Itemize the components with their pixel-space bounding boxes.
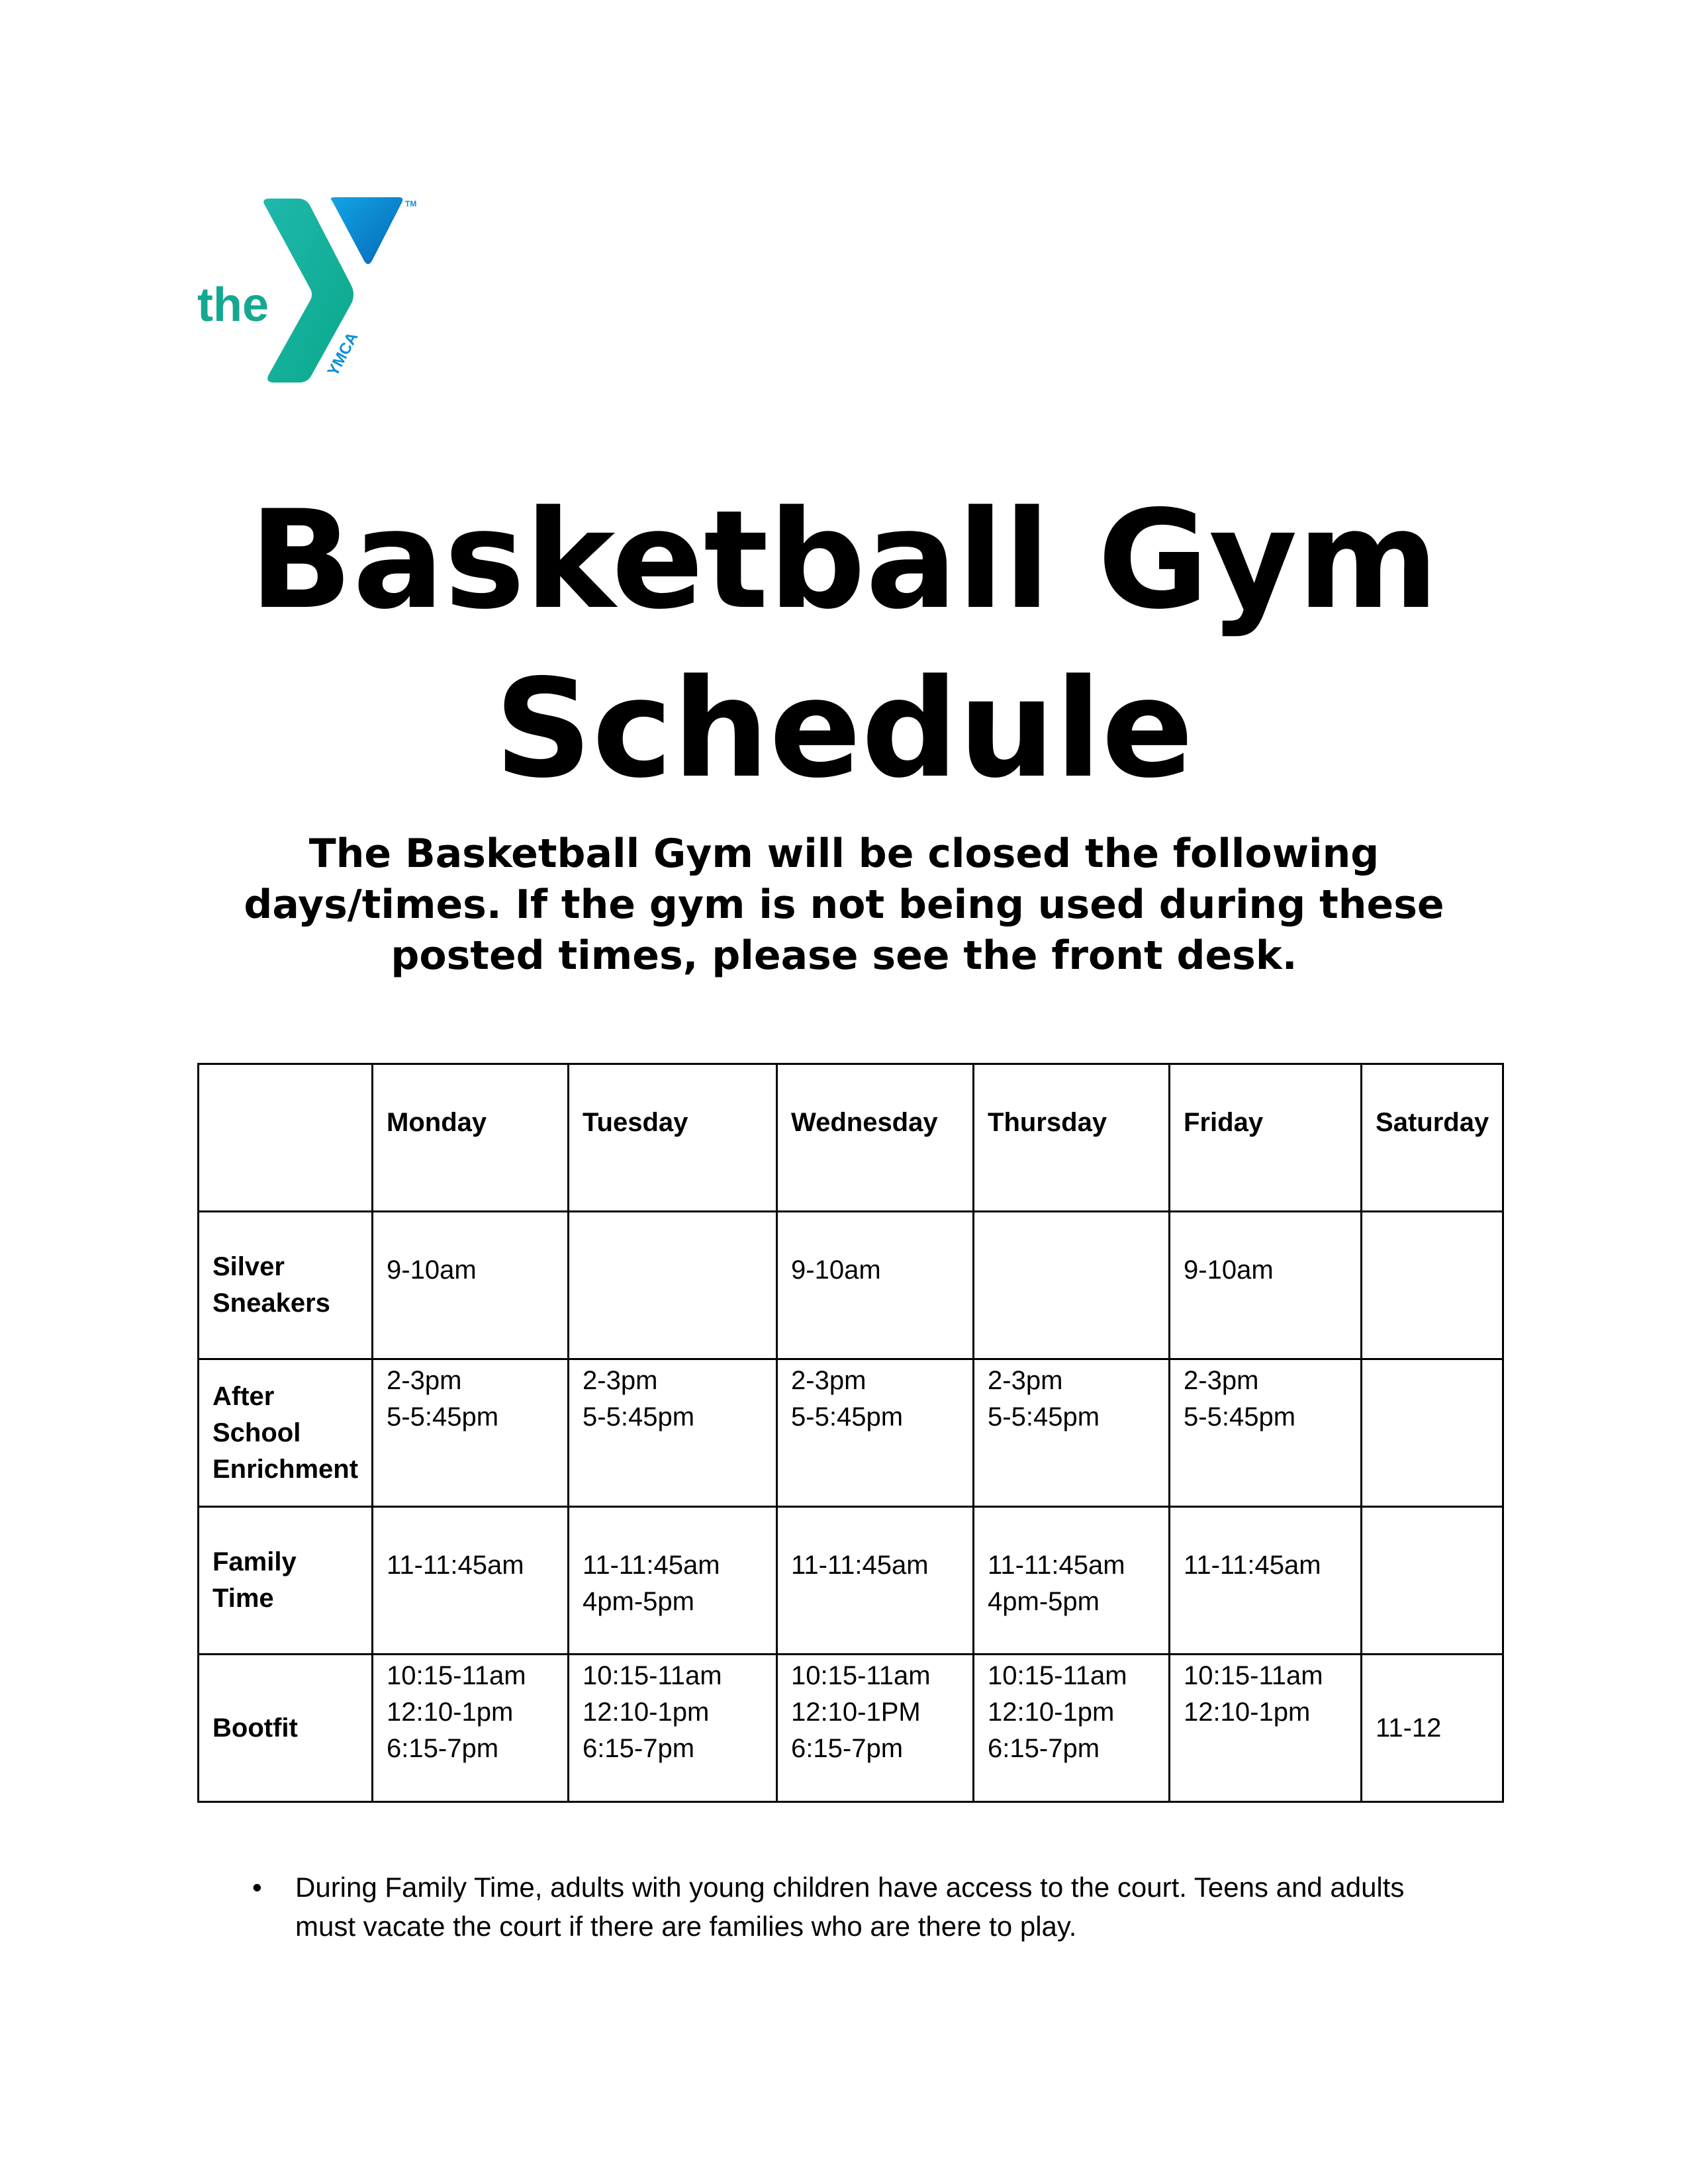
schedule-cell (1170, 1212, 1362, 1359)
time-slot: 10:15-11am (988, 1661, 1127, 1690)
column-header: Monday (373, 1064, 569, 1212)
table-row (199, 1507, 1503, 1655)
schedule-table (197, 1063, 1504, 1803)
svg-text:the: the (197, 279, 269, 332)
closure-notice: The Basketball Gym will be closed the following days/times. If the gym is not being used during these posted times, please see the front desk. (244, 831, 1444, 979)
row-label (199, 1212, 373, 1359)
row-label-line: Time (212, 1584, 274, 1613)
schedule-cell (1362, 1359, 1503, 1507)
time-slot: 12:10-1pm (387, 1698, 514, 1727)
time-slot: 12:10-1PM (791, 1698, 921, 1727)
schedule-cell (569, 1507, 777, 1655)
row-label-line: Sneakers (212, 1289, 330, 1318)
row-label-line: Enrichment (212, 1454, 359, 1484)
table-header-row (199, 1064, 1503, 1212)
time-slot: 11-12 (1376, 1713, 1442, 1743)
time-slot: 4pm-5pm (583, 1587, 694, 1616)
time-slot: 2-3pm (583, 1366, 658, 1395)
time-slot: 2-3pm (1184, 1366, 1259, 1395)
time-slot: 4pm-5pm (988, 1587, 1100, 1616)
schedule-cell (1362, 1212, 1503, 1359)
time-slot: 6:15-7pm (988, 1734, 1100, 1763)
time-slot: 10:15-11am (1184, 1661, 1323, 1690)
row-label-line: After (212, 1381, 275, 1411)
time-slot: 10:15-11am (387, 1661, 526, 1690)
schedule-cell (1362, 1655, 1503, 1802)
schedule-cell (777, 1655, 974, 1802)
time-slot: 9-10am (1184, 1255, 1274, 1285)
title-line-1: Basketball Gym (249, 482, 1439, 639)
table-row (199, 1655, 1503, 1802)
time-slot: 11-11:45am (791, 1551, 929, 1580)
column-header: Wednesday (777, 1064, 974, 1212)
schedule-cell (974, 1655, 1170, 1802)
column-header: Friday (1170, 1064, 1362, 1212)
note-item (252, 1868, 1470, 1946)
bullet-icon: • (252, 1872, 262, 1903)
time-slot: 11-11:45am (387, 1551, 524, 1580)
row-label-line: Bootfit (212, 1713, 298, 1743)
schedule-cell (1170, 1655, 1362, 1802)
schedule-cell (373, 1655, 569, 1802)
time-slot: 11-11:45am (1184, 1551, 1321, 1580)
time-slot: 12:10-1pm (988, 1698, 1115, 1727)
time-slot: 5-5:45pm (387, 1402, 499, 1432)
time-slot: 6:15-7pm (387, 1734, 499, 1763)
row-label-line: Silver (212, 1252, 285, 1281)
time-slot: 11-11:45am (583, 1551, 720, 1580)
time-slot: 2-3pm (387, 1366, 462, 1395)
svg-text:YMCA: YMCA (324, 329, 362, 379)
column-header (199, 1064, 373, 1212)
time-slot: 5-5:45pm (988, 1402, 1100, 1432)
time-slot: 6:15-7pm (583, 1734, 695, 1763)
time-slot: 10:15-11am (791, 1661, 931, 1690)
time-slot: 9-10am (387, 1255, 477, 1285)
table-row (199, 1212, 1503, 1359)
svg-text:TM: TM (405, 199, 417, 208)
time-slot: 5-5:45pm (1184, 1402, 1296, 1432)
schedule-cell (974, 1212, 1170, 1359)
schedule-cell (974, 1359, 1170, 1507)
time-slot: 5-5:45pm (583, 1402, 695, 1432)
time-slot: 6:15-7pm (791, 1734, 904, 1763)
ymca-logo (192, 192, 417, 384)
row-label (199, 1507, 373, 1655)
schedule-cell (777, 1212, 974, 1359)
schedule-cell (974, 1507, 1170, 1655)
time-slot: 12:10-1pm (583, 1698, 710, 1727)
column-header: Thursday (974, 1064, 1170, 1212)
schedule-cell (1362, 1507, 1503, 1655)
row-label-line: Family (212, 1547, 297, 1576)
time-slot: 11-11:45am (988, 1551, 1125, 1580)
page-title (0, 477, 1688, 814)
row-label (199, 1655, 373, 1802)
table-row (199, 1359, 1503, 1507)
row-label (199, 1359, 373, 1507)
time-slot: 5-5:45pm (791, 1402, 904, 1432)
schedule-cell (777, 1507, 974, 1655)
schedule-cell (1170, 1359, 1362, 1507)
schedule-cell (777, 1359, 974, 1507)
schedule-cell (569, 1212, 777, 1359)
time-slot: 9-10am (791, 1255, 881, 1285)
notes-list (252, 1868, 1470, 1946)
schedule-cell (569, 1655, 777, 1802)
time-slot: 2-3pm (791, 1366, 867, 1395)
time-slot: 12:10-1pm (1184, 1698, 1311, 1727)
time-slot: 10:15-11am (583, 1661, 722, 1690)
row-label-line: School (212, 1418, 301, 1447)
column-header: Saturday (1362, 1064, 1503, 1212)
schedule-cell (373, 1359, 569, 1507)
column-header: Tuesday (569, 1064, 777, 1212)
time-slot: 2-3pm (988, 1366, 1063, 1395)
schedule-cell (373, 1507, 569, 1655)
schedule-cell (373, 1212, 569, 1359)
title-line-2: Schedule (494, 651, 1194, 808)
note-text: During Family Time, adults with young children have access to the court. Teens and adults must vacate the court if there are families who are there to play. (295, 1872, 1405, 1942)
schedule-cell (569, 1359, 777, 1507)
schedule-cell (1170, 1507, 1362, 1655)
